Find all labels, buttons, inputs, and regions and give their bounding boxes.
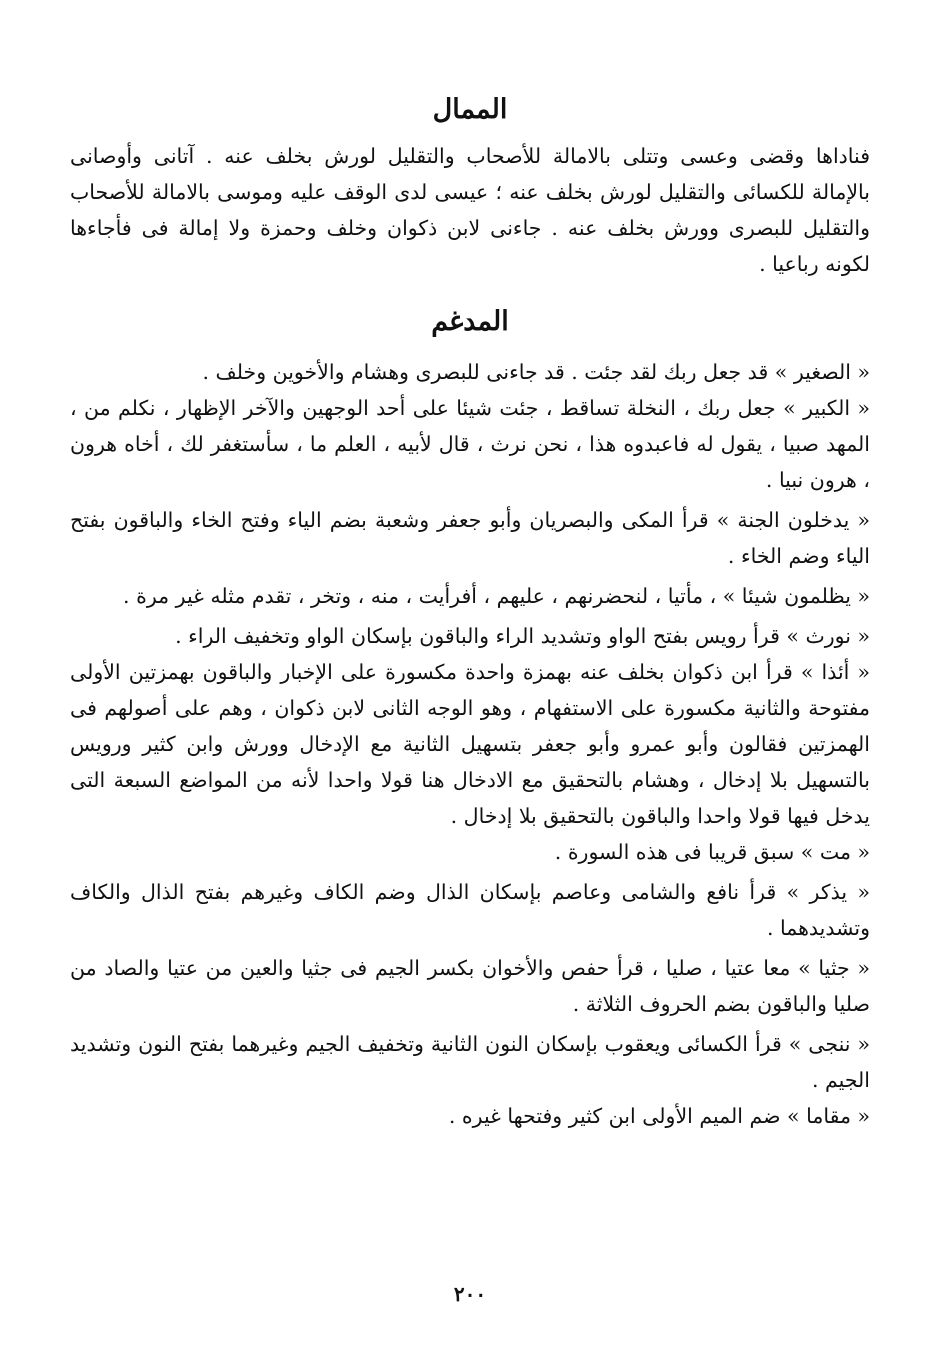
section-title-mudgham: المدغم xyxy=(431,306,509,337)
paragraph-nunajji: « ننجى » قرأ الكسائى ويعقوب بإسكان النون الثانية وتخفيف الجيم وغيرهما بفتح النون وتشديد الجيم . xyxy=(70,1032,870,1092)
paragraph-aidha: « أئذا » قرأ ابن ذكوان بخلف عنه بهمزة واحدة مكسورة على الإخبار والباقون بهمزتين الأولى مفتوحة والثانية مكسورة على الاستفهام ، وهو الوجه الثانى لابن ذكوان ، وهم على أصولهم فى الهمزتين فقالون وأبو عمرو وأبو جعفر بتسهيل الثانية مع الإدخال وورش وابن كثير ورويس بالتسهيل بلا إدخال ، وهشام بالتحقيق مع الادخال هنا قولا واحدا لأنه من المواضع السبعة التى يدخل فيها قولا واحدا والباقون بالتحقيق بلا إدخال . xyxy=(70,660,870,828)
paragraph-yadkhulun: « يدخلون الجنة » قرأ المكى والبصريان وأبو جعفر وشعبة بضم الياء وفتح الخاء والباقون بفتح الياء وضم الخاء . xyxy=(70,508,870,568)
paragraph-kabir: « الكبير » جعل ربك ، النخلة تساقط ، جئت شيئا على أحد الوجهين والآخر الإظهار ، نكلم من ، المهد صبيا ، يقول له فاعبدوه هذا ، نحن نرث ، قال لأبيه ، العلم ما ، سأستغفر لك ، أخاه هرون ، هرون نبيا . xyxy=(70,396,870,492)
paragraph-mitt: « مت » سبق قريبا فى هذه السورة . xyxy=(554,840,870,864)
paragraph-yadhkur: « يذكر » قرأ نافع والشامى وعاصم بإسكان الذال وضم الكاف وغيرهم بفتح الذال والكاف وتشديدهما . xyxy=(70,880,870,940)
paragraph-saghir: « الصغير » قد جعل ربك لقد جئت . قد جاءنى للبصرى وهشام والأخوين وخلف . xyxy=(202,360,870,384)
paragraph-maqama: « مقاما » ضم الميم الأولى ابن كثير وفتحها غيره . xyxy=(448,1104,870,1128)
paragraph-nurith: « نورث » قرأ رويس بفتح الواو وتشديد الراء والباقون بإسكان الواو وتخفيف الراء . xyxy=(175,624,870,648)
paragraph-jithiyya: « جثيا » معا عتيا ، صليا ، قرأ حفص والأخوان بكسر الجيم فى جثيا والعين من عتيا والصاد من صليا والباقون بضم الحروف الثلاثة . xyxy=(70,956,870,1016)
section-title-mumal: الممال xyxy=(432,94,508,125)
paragraph-mumal: فناداها وقضى وعسى وتتلى بالامالة للأصحاب والتقليل لورش بخلف عنه . آتانى وأوصانى بالإمالة للكسائى والتقليل لورش بخلف عنه ؛ عيسى لدى الوقف عليه وموسى بالامالة للأصحاب والتقليل للبصرى وورش بخلف عنه . جاءنى لابن ذكوان وخلف وحمزة ولا إمالة فى فأجاءها لكونه رباعيا . xyxy=(70,144,870,276)
paragraph-yuzlamun: « يظلمون شيئا » ، مأتيا ، لنحضرنهم ، عليهم ، أفرأيت ، منه ، وتخر ، تقدم مثله غير مرة . xyxy=(123,584,870,608)
document-page xyxy=(70,90,870,1330)
page-number: ٢٠٠ xyxy=(453,1282,487,1306)
